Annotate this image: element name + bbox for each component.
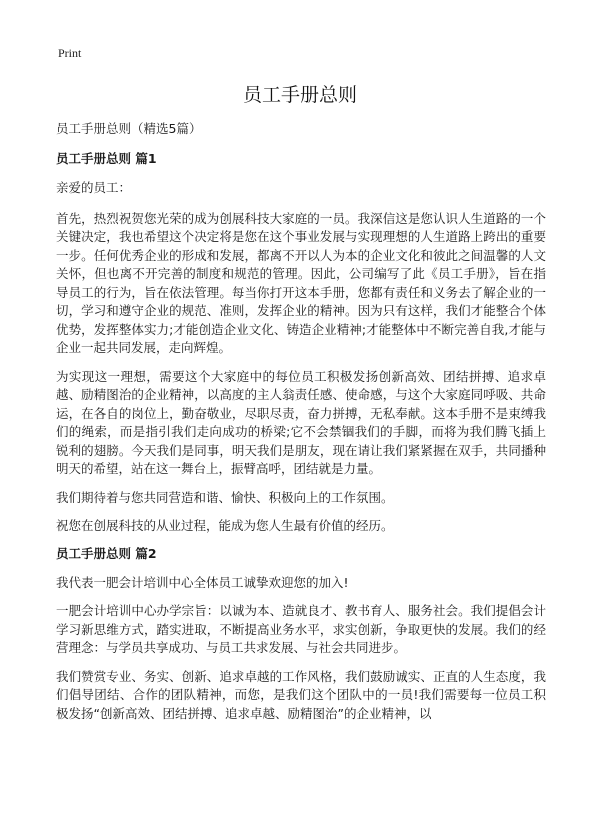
paragraph: 祝您在创展科技的从业过程，能成为您人生最有价值的经历。 [56, 518, 394, 533]
paragraph: 首先，热烈祝贺您光荣的成为创展科技大家庭的一员。我深信这是您认识人生道路的一个关键决定，我也希望这个决定将是您在这个事业发展与实现理想的人生道路上跨出的重要一步。任何优秀企业的形成和发展，都离不开以人为本的企业文化和彼此之间温馨的人文关怀，但也离不开完善的制度和规范的管理。因此，公司编写了此《员工手册》，旨在指导员工的行为，旨在依法管理。每当你打开这本手册，您都有责任和义务去了解企业的一切，学习和遵守企业的规范、准则，发挥企业的精神。因为只有这样，我们才能整合个体优势，发挥整体实力;才能创造企业文化、铸造企业精神;才能整体中不断完善自我,才能与企业一起共同发展，走向辉煌。 [56, 210, 546, 355]
paragraph: 我们赞赏专业、务实、创新、追求卓越的工作风格，我们鼓励诚实、正直的人生态度，我们倡导团结、合作的团队精神，而您，是我们这个团队中的一员!我们需要每一位员工积极发扬“创新高效、团结拼搏、追求卓越、励精图治”的企业精神，以 [56, 668, 546, 721]
section-1 [56, 151, 546, 536]
paragraph: 我代表一肥会计培训中心全体员工诚挚欢迎您的加入! [56, 574, 349, 590]
section-heading: 员工手册总则 篇1 [56, 151, 157, 166]
paragraph: 我们期待着与您共同营造和谐、愉快、积极向上的工作氛围。 [56, 489, 394, 505]
section-2 [56, 546, 546, 724]
document-body [56, 121, 546, 733]
document-subtitle: 员工手册总则（精选5篇） [56, 121, 202, 136]
paragraph: 为实现这一理想，需要这个大家庭中的每位员工积极发扬创新高效、团结拼搏、追求卓越、励精图治的企业精神，以高度的主人翁责任感、使命感，与这个大家庭同呼吸、共命运，在各自的岗位上，勤奋敬业，尽职尽责，奋力拼搏，无私奉献。这本手册不是束缚我们的绳索，而是指引我们走向成功的桥梁;它不会禁锢我们的手脚，而将为我们腾飞插上锐利的翅膀。今天我们是同事，明天我们是朋友，现在请让我们紧紧握在双手，共同播种明天的希望，站在这一舞台上，振臂高呼，团结就是力量。 [56, 368, 546, 476]
print-label[interactable]: Print [58, 46, 82, 60]
document-title: 员工手册总则 [242, 84, 357, 106]
paragraph-greeting: 亲爱的员工： [56, 180, 132, 195]
section-heading: 员工手册总则 篇2 [56, 545, 157, 561]
paragraph: 一肥会计培训中心办学宗旨：以诚为本、造就良才、教书育人、服务社会。我们提倡会计学习新思维方式，踏实进取，不断提高业务水平，求实创新，争取更快的发展。我们的经营理念：与学员共享成功、与员工共求发展、与社会共同进步。 [56, 603, 546, 655]
